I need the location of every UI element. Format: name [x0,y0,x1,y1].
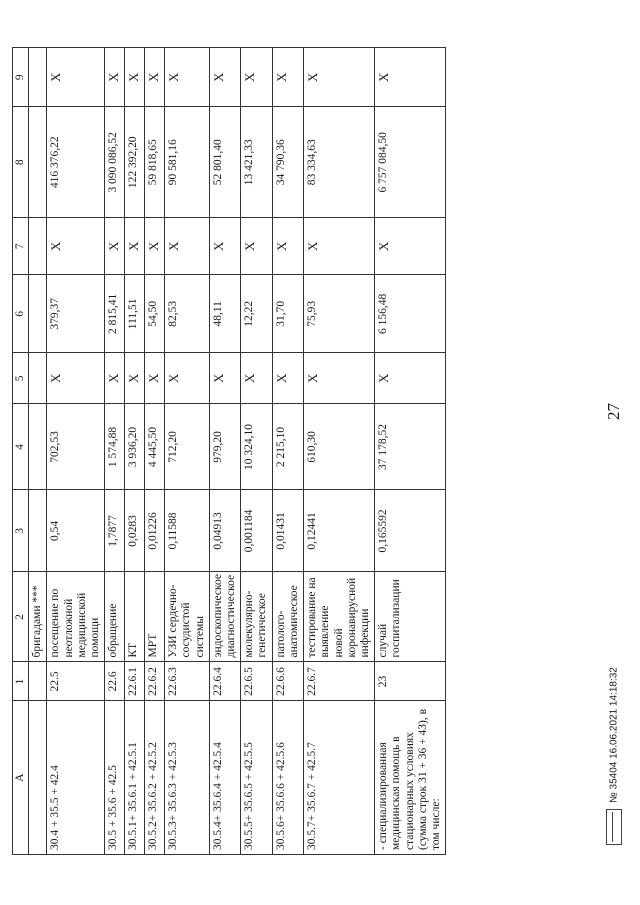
cell-c9: X [165,48,210,107]
cell-c3: 0,01431 [272,490,303,572]
cell-c8: 52 801,40 [209,107,240,218]
cell-a: 30.5.4+ 35.6.4 + 42.5.4 [209,701,240,855]
cell-c6: 111,51 [125,275,145,353]
cell-a: 30.5.7+ 35.6.7 + 42.5.7 [304,701,375,855]
cell-c6: 12,22 [241,275,272,353]
cell-c4: 2 215,10 [272,404,303,490]
cell [29,404,47,490]
cell [29,48,47,107]
cell-c8: 59 818,65 [145,107,165,218]
cell-c8: 90 581,16 [165,107,210,218]
cell-c7: X [47,218,105,275]
cell-a: 30.4 + 35.5 + 42.4 [47,701,105,855]
table-row [47,48,105,855]
header-cell: 3 [13,490,29,572]
cell-c4: 1 574,88 [105,404,125,490]
cell-c7: X [209,218,240,275]
cell-c6: 31,70 [272,275,303,353]
header-cell: 6 [13,275,29,353]
cell-c7: X [241,218,272,275]
footer [606,667,622,845]
cell-c1: 22.6.1 [125,662,145,701]
header-cell: 7 [13,218,29,275]
data-table [12,47,446,855]
cell [29,107,47,218]
cell-c6: 379,37 [47,275,105,353]
cell-c5: X [272,353,303,404]
cell-c3: 0,01226 [145,490,165,572]
cell-c5: X [125,353,145,404]
cell-c7: X [145,218,165,275]
table-row [165,48,210,855]
cell-c3: 0,001184 [241,490,272,572]
cell-c6: 6 156,48 [375,275,446,353]
cell-c3: 0,12441 [304,490,375,572]
cell-c4: 37 178,52 [375,404,446,490]
cell [29,218,47,275]
page-number: 27 [604,403,623,420]
cell-c6: 75,93 [304,275,375,353]
cell-c4: 10 324,10 [241,404,272,490]
cell-c8: 34 790,36 [272,107,303,218]
cell-c7: X [125,218,145,275]
cell-c5: X [241,353,272,404]
cell-c3: 0,54 [47,490,105,572]
cell-c1: 22.6.6 [272,662,303,701]
cell-a: 30.5.1+ 35.6.1 + 42.5.1 [125,701,145,855]
cell-c1: 22.6.4 [209,662,240,701]
cell-c6: 54,50 [145,275,165,353]
cell-c3: 0,11588 [165,490,210,572]
table-row [125,48,145,855]
table-row [209,48,240,855]
cell-c3: 0,0283 [125,490,145,572]
cell-c1: 22.6 [105,662,125,701]
cell-c5: X [145,353,165,404]
cell-c1: 22.6.2 [145,662,165,701]
header-cell: 1 [13,662,29,701]
cell-c5: X [105,353,125,404]
cell-c9: X [304,48,375,107]
cell [29,701,47,855]
cell [29,353,47,404]
table-row [105,48,125,855]
cell-c4: 702,53 [47,404,105,490]
cell-c7: X [105,218,125,275]
cell-c8: 3 090 086,52 [105,107,125,218]
cell-a: 30.5.3+ 35.6.3 + 42.5.3 [165,701,210,855]
cell-c5: X [375,353,446,404]
stamp-icon [606,809,622,845]
footer-text: № 35404 16.06.2021 14:18:32 [608,667,620,803]
cell-c2: молекулярно-генетическое [241,572,272,662]
cell-a: 30.5.5+ 35.6.5 + 42.5.5 [241,701,272,855]
cell-c2: эндоскопическое диагностическое [209,572,240,662]
cell-c1: 22.6.7 [304,662,375,701]
cell-c1: 22.6.3 [165,662,210,701]
header-cell: 9 [13,48,29,107]
cell [29,275,47,353]
cell-c2: случай госпитализации [375,572,446,662]
header-row [13,48,29,855]
cell-c8: 122 392,20 [125,107,145,218]
cell-c2: патолого-анатомическое [272,572,303,662]
header-cell: 4 [13,404,29,490]
cell-c9: X [47,48,105,107]
cell-c2: посещение по неотложной медицинской помощи [47,572,105,662]
cell-c7: X [304,218,375,275]
cell-c4: 4 445,50 [145,404,165,490]
cell-c6: 48,11 [209,275,240,353]
cell-c4: 712,20 [165,404,210,490]
cell-c9: X [375,48,446,107]
cell-a: 30.5.6+ 35.6.6 + 42.5.6 [272,701,303,855]
table-row [272,48,303,855]
table-row-fragment [29,48,47,855]
cell-c7: X [272,218,303,275]
cell-c9: X [241,48,272,107]
cell-c2: УЗИ сердечно-сосудистой системы [165,572,210,662]
cell-c6: 2 815,41 [105,275,125,353]
header-cell: 8 [13,107,29,218]
cell-c2: КТ [125,572,145,662]
cell-c3: 0,165592 [375,490,446,572]
cell-c5: X [165,353,210,404]
cell-c5: X [304,353,375,404]
cell-c9: X [105,48,125,107]
cell-c4: 979,20 [209,404,240,490]
cell-a: - специализированная медицинская помощь в стационарных условиях (сумма строк 31 + 36 + 43), в том числе: [375,701,446,855]
cell-c8: 13 421,33 [241,107,272,218]
cell-c2: МРТ [145,572,165,662]
cell-c8: 6 757 084,50 [375,107,446,218]
cell-a: 30.5.2+ 35.6.2 + 42.5.2 [145,701,165,855]
cell-c3: 1,7877 [105,490,125,572]
cell-c9: X [145,48,165,107]
header-cell: 2 [13,572,29,662]
cell-c7: X [165,218,210,275]
cell-c5: X [47,353,105,404]
cell-c9: X [209,48,240,107]
cell [29,662,47,701]
cell-c9: X [125,48,145,107]
table-row [241,48,272,855]
cell-c1: 23 [375,662,446,701]
cell-c8: 416 376,22 [47,107,105,218]
cell-c5: X [209,353,240,404]
header-cell: 5 [13,353,29,404]
cell-c1: 22.5 [47,662,105,701]
cell-c4: 610,30 [304,404,375,490]
cell-a: 30.5 + 35.6 + 42.5 [105,701,125,855]
cell-c7: X [375,218,446,275]
cell-fragment: бригадами *** [29,572,47,662]
table-row [375,48,446,855]
table-row [304,48,375,855]
cell [29,490,47,572]
cell-c3: 0,04913 [209,490,240,572]
table-row [145,48,165,855]
cell-c8: 83 334,63 [304,107,375,218]
cell-c6: 82,53 [165,275,210,353]
cell-c2: обращение [105,572,125,662]
cell-c4: 3 936,20 [125,404,145,490]
cell-c1: 22.6.5 [241,662,272,701]
cell-c2: тестирование на выявление новой коронавирусной инфекции [304,572,375,662]
header-cell: A [13,701,29,855]
cell-c9: X [272,48,303,107]
